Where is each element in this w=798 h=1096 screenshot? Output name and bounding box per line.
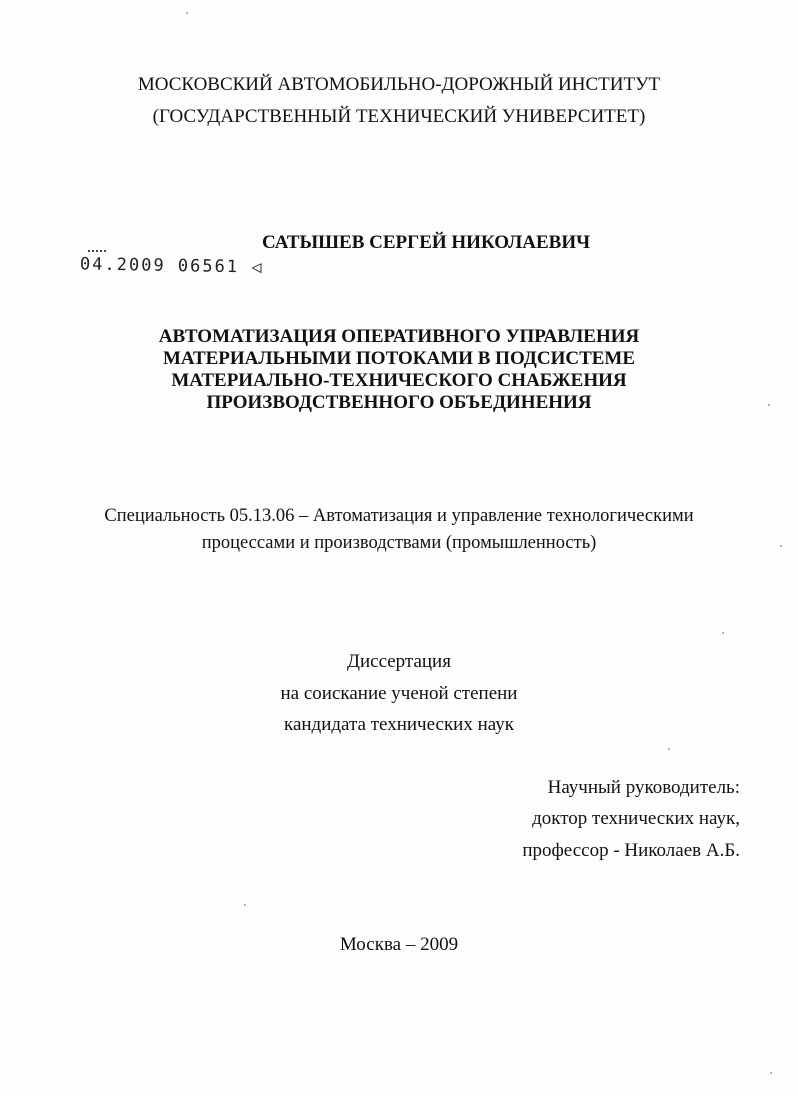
- thesis-title-line3: МАТЕРИАЛЬНО-ТЕХНИЧЕСКОГО СНАБЖЕНИЯ: [171, 370, 627, 391]
- dissertation-label: Диссертация: [347, 651, 451, 672]
- scan-speck: [780, 545, 782, 547]
- dissertation-degree-line: на соискание ученой степени: [280, 683, 518, 704]
- thesis-title-line2: МАТЕРИАЛЬНЫМИ ПОТОКАМИ В ПОДСИСТЕМЕ: [162, 348, 636, 369]
- stamp-arrow-icon: ◁: [251, 257, 264, 278]
- stamp-mark: [88, 250, 106, 254]
- scan-speck: [244, 904, 246, 906]
- supervisor-label: Научный руководитель:: [547, 777, 740, 798]
- thesis-title-line1: АВТОМАТИЗАЦИЯ ОПЕРАТИВНОГО УПРАВЛЕНИЯ: [158, 326, 640, 347]
- supervisor-degree: доктор технических наук,: [532, 808, 740, 829]
- library-stamp-number: 04.2009 06561 ◁: [79, 254, 264, 278]
- dissertation-field-line: кандидата технических наук: [284, 714, 514, 735]
- supervisor-name: профессор - Николаев А.Б.: [522, 840, 740, 861]
- scan-speck: [668, 748, 670, 750]
- thesis-title-line4: ПРОИЗВОДСТВЕННОГО ОБЪЕДИНЕНИЯ: [206, 392, 592, 413]
- scan-speck: [770, 1072, 772, 1074]
- specialty-line2: процессами и производствами (промышленность): [201, 533, 597, 553]
- scan-speck: [768, 404, 770, 406]
- author-name: САТЫШЕВ СЕРГЕЙ НИКОЛАЕВИЧ: [262, 232, 591, 253]
- specialty-line1: Специальность 05.13.06 – Автоматизация и управление технологическими: [104, 506, 694, 526]
- institute-name-line2: (ГОСУДАРСТВЕННЫЙ ТЕХНИЧЕСКИЙ УНИВЕРСИТЕТ): [152, 106, 646, 127]
- scan-speck: [186, 12, 188, 14]
- scan-speck: [722, 632, 724, 634]
- place-and-year: Москва – 2009: [339, 934, 459, 955]
- institute-name-line1: МОСКОВСКИЙ АВТОМОБИЛЬНО-ДОРОЖНЫЙ ИНСТИТУТ: [137, 74, 661, 95]
